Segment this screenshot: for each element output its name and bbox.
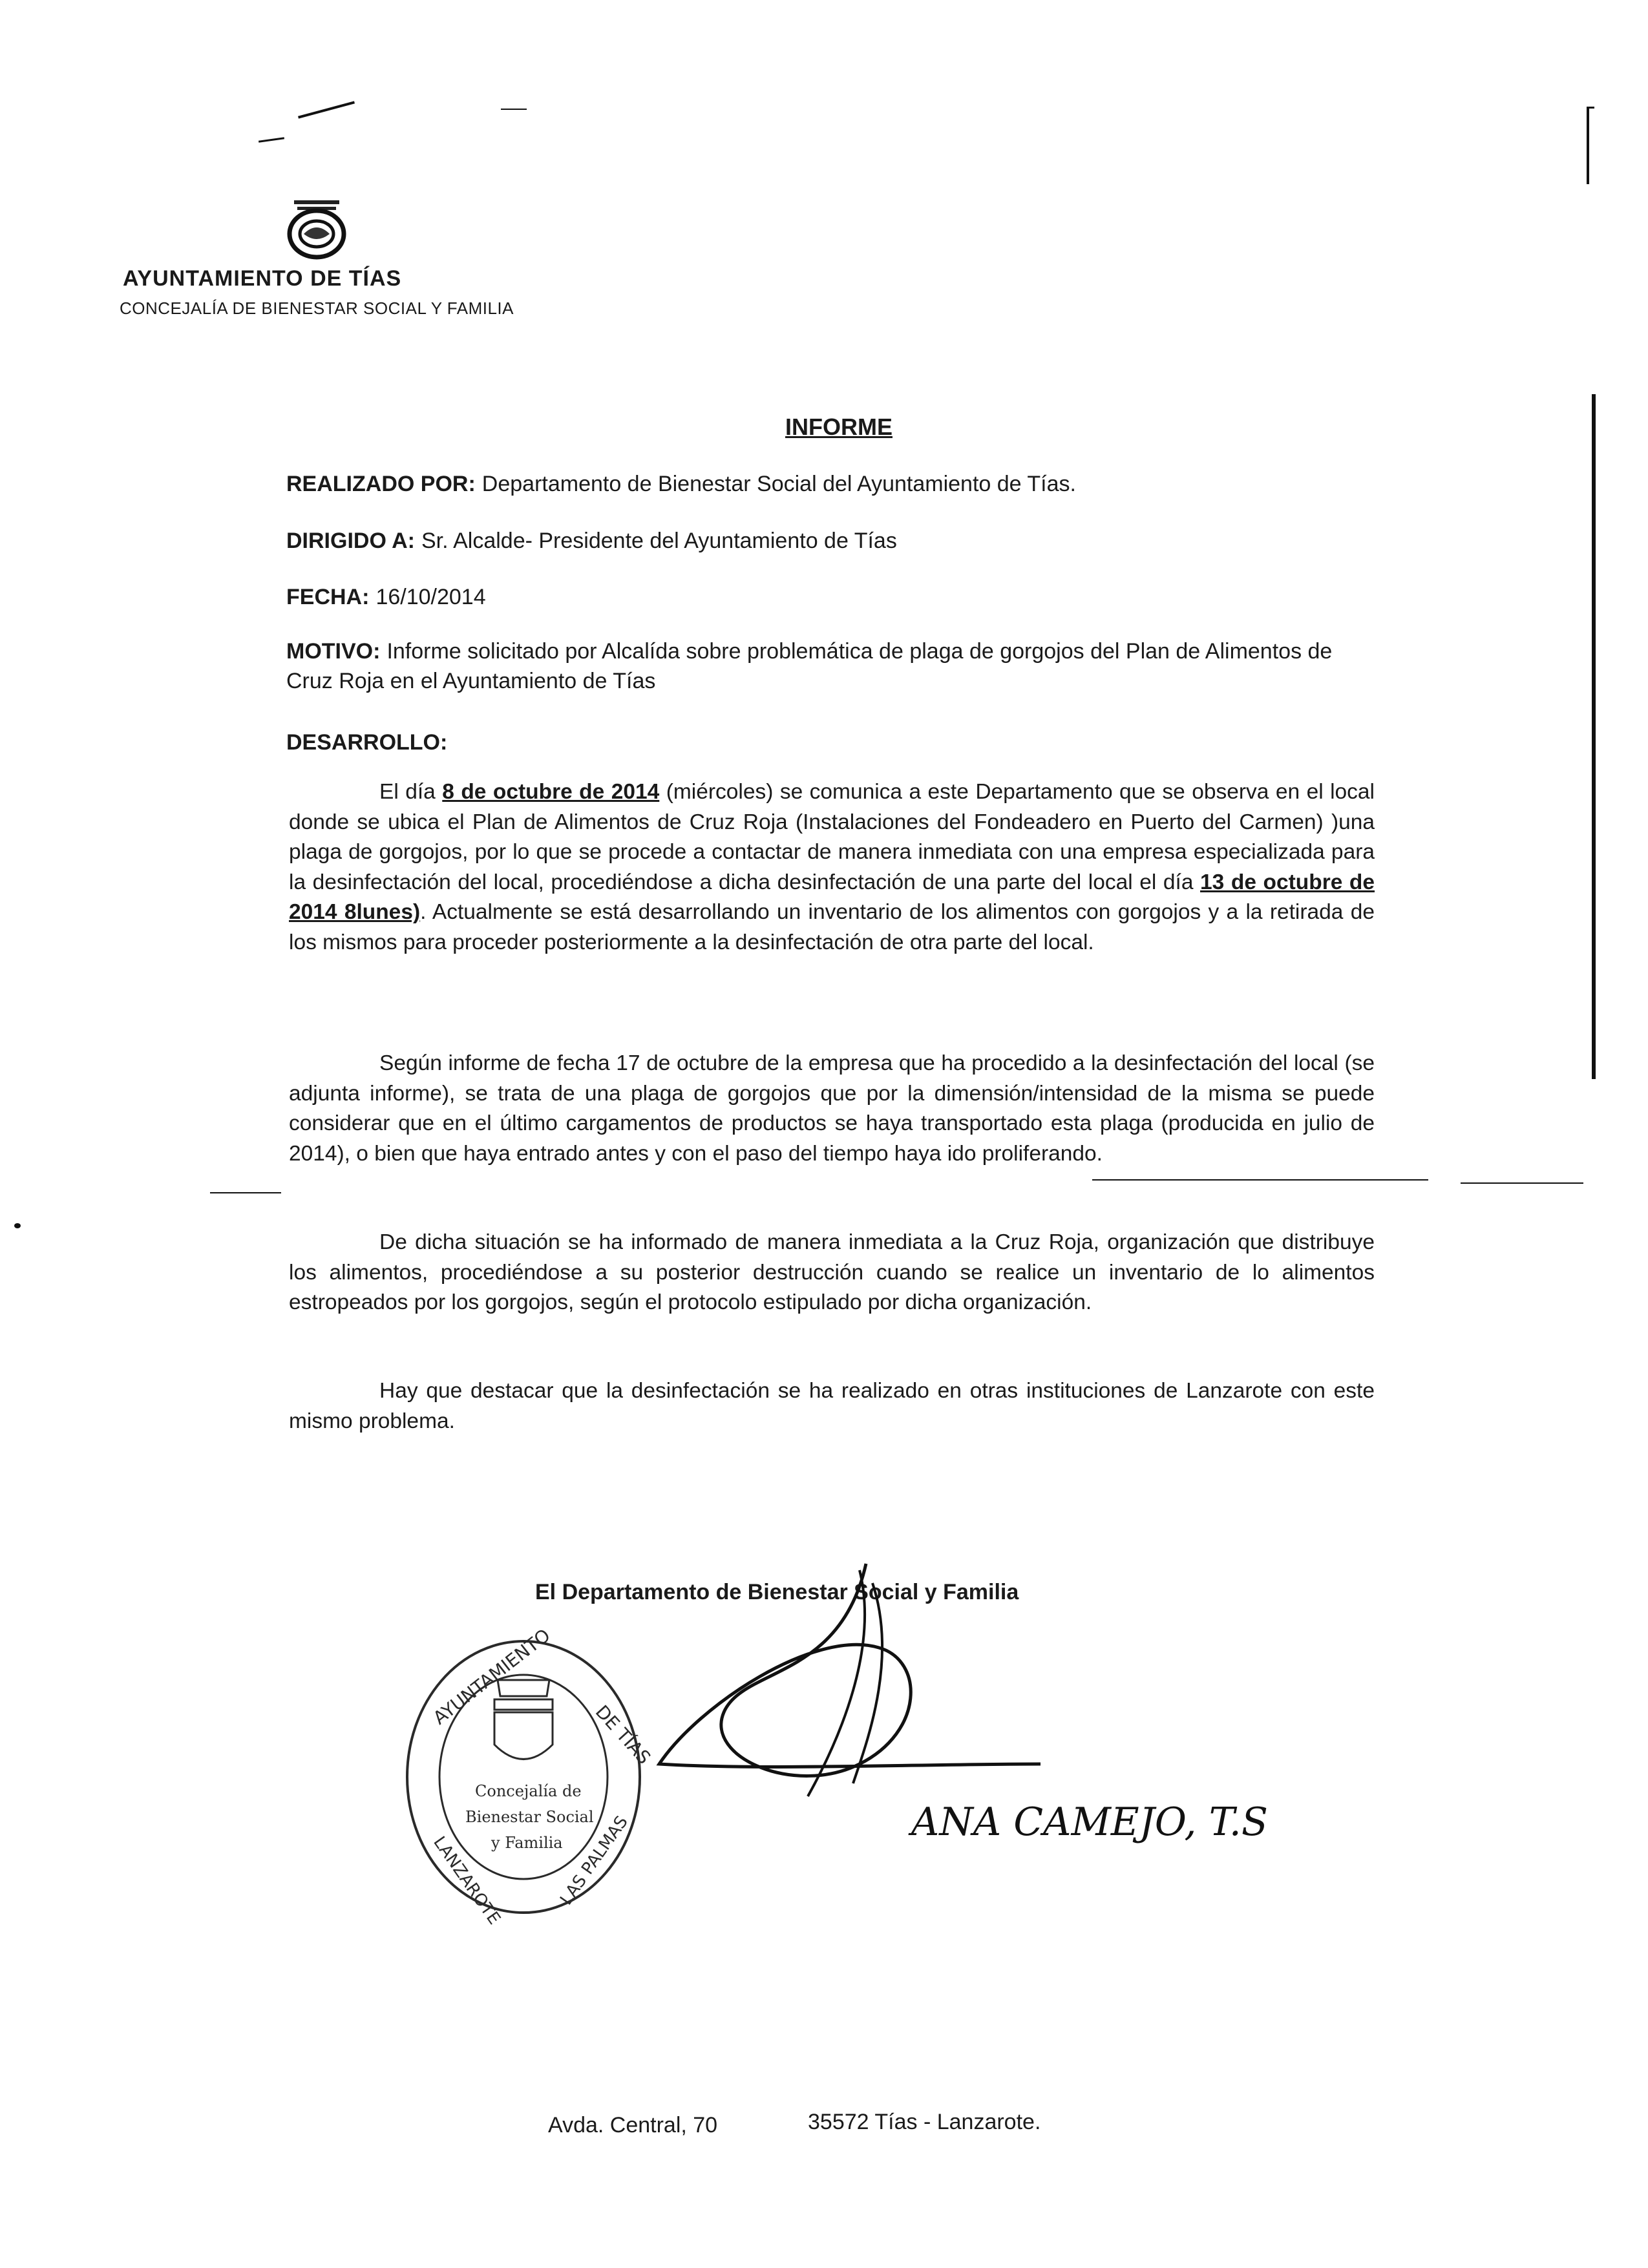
seal-ring-text: DE TÍAS: [591, 1701, 655, 1769]
seal-text-line: y Familia: [491, 1834, 563, 1852]
scan-mark: [259, 137, 284, 143]
meta-label: MOTIVO:: [286, 639, 381, 664]
highlighted-date: 8 de octubre de 2014: [442, 780, 660, 804]
signature-name: ANA CAMEJO, T.S: [911, 1800, 1268, 1845]
highlighted-date: 13 de octubre de 2014 8lunes): [289, 870, 1375, 924]
scan-mark: [1461, 1182, 1583, 1184]
meta-value: 16/10/2014: [375, 585, 486, 609]
seal-text-line: Bienestar Social: [465, 1808, 594, 1826]
meta-dirigido-a: [286, 529, 897, 554]
scan-mark: [501, 109, 527, 110]
scan-mark: [14, 1223, 21, 1228]
meta-motivo: [286, 636, 1379, 696]
footer-address: Avda. Central, 70: [548, 2113, 718, 2137]
scan-mark: [1592, 394, 1596, 1079]
meta-value: Informe solicitado por Alcalída sobre problemática de plaga de gorgojos del Plan de Alimentos de Cruz Roja en el Ayuntamiento de Tías: [286, 639, 1333, 693]
scan-mark: [1587, 107, 1594, 109]
official-seal-icon: [401, 1624, 655, 1929]
paragraph: Según informe de fecha 17 de octubre de la empresa que ha procedido a la desinfectación del local (se adjunta informe), se trata de una plaga de gorgojos que por la dimensión/intensidad de la misma se puede considerar que en el último cargamentos de productos se haya transportado esta plaga (producida en julio de 2014), o bien que haya entrado antes y con el paso del tiempo haya ido proliferando.: [289, 1051, 1375, 1166]
paragraph: De dicha situación se ha informado de manera inmediata a la Cruz Roja, organización que distribuye los alimentos, procediéndose a su posterior destrucción cuando se realice un inventario de lo alimentos estropeados por los gorgojos, según el protocolo estipulado por dicha organización.: [289, 1230, 1375, 1314]
organization-department: CONCEJALÍA DE BIENESTAR SOCIAL Y FAMILIA: [120, 299, 514, 318]
organization-name: AYUNTAMIENTO DE TÍAS: [123, 266, 402, 291]
paragraph-text: . Actualmente se está desarrollando un inventario de los alimentos con gorgojos y a la retirada de los mismos para proceder posteriormente a la desinfectación de otra parte del local.: [289, 900, 1375, 954]
municipal-crest-icon: [281, 194, 352, 265]
scan-mark: [1092, 1179, 1428, 1181]
paragraph-text: El día: [379, 780, 436, 804]
scan-mark: [298, 101, 355, 118]
seal-text-line: Concejalía de: [475, 1782, 582, 1800]
paragraph-text: (miércoles) se comunica a este Departamento que se observa en el local donde se ubica el Plan de Alimentos de Cruz Roja (Instalaciones del Fondeadero en Puerto del Carmen) )una plaga de gorgojos, por lo que se procede a contactar de manera inmediata con una empresa especializada para la desinfectación del local, procediéndose a dicha desinfectación de una parte del local el día: [289, 780, 1375, 894]
scan-mark: [1587, 107, 1589, 184]
meta-value: Departamento de Bienestar Social del Ayuntamiento de Tías.: [481, 472, 1076, 496]
signature-caption: El Departamento de Bienestar Social y Familia: [535, 1580, 1019, 1604]
section-heading: DESARROLLO:: [286, 730, 448, 755]
scan-mark: [210, 1192, 281, 1193]
footer-postal: 35572 Tías - Lanzarote.: [808, 2110, 1041, 2134]
meta-fecha: [286, 585, 486, 610]
meta-label: DIRIGIDO A:: [286, 529, 415, 553]
document-title: INFORME: [785, 414, 893, 440]
meta-label: REALIZADO POR:: [286, 472, 476, 496]
seal-ring-text: AYUNTAMIENTO: [428, 1624, 555, 1729]
meta-label: FECHA:: [286, 585, 370, 609]
meta-realizado-por: [286, 472, 1076, 497]
meta-value: Sr. Alcalde- Presidente del Ayuntamiento de Tías: [421, 529, 897, 553]
seal-ring-text: LAS PALMAS: [556, 1812, 632, 1909]
seal-ring-text: LANZAROTE: [429, 1832, 504, 1929]
paragraph: Hay que destacar que la desinfectación se ha realizado en otras instituciones de Lanzarote con este mismo problema.: [289, 1379, 1375, 1433]
paragraph: [289, 777, 1375, 958]
handwritten-signature: [646, 1551, 1325, 1913]
